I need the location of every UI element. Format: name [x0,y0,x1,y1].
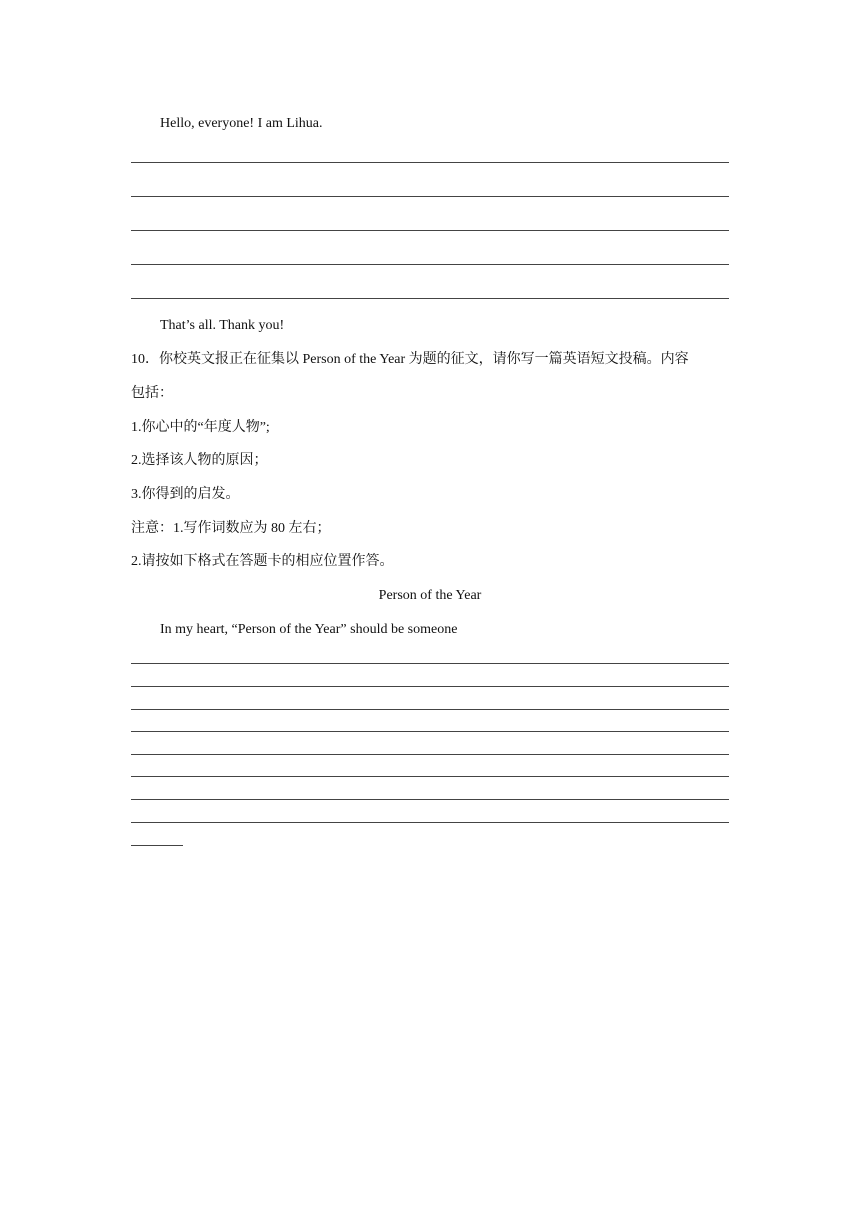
question-point: 1.你心中的“年度人物”; [131,420,270,435]
letter-closing: That’s all. Thank you! [160,318,285,333]
question-note: 注意：1.写作词数应为 80 左右； [131,521,331,536]
answer-line [131,822,729,823]
answer-line [131,264,729,265]
letter-opening: Hello, everyone! I am Lihua. [160,116,323,131]
answer-line [131,196,729,197]
answer-line [131,731,729,732]
question-prompt: 10．你校英文报正在征集以 Person of the Year 为题的征文，请你写一篇英语短文投稿。内容 [131,352,689,367]
answer-line [131,686,729,687]
answer-line [131,709,729,710]
essay-opening: In my heart, “Person of the Year” should be someone [160,622,458,637]
essay-title: Person of the Year [378,588,482,603]
question-point: 3.你得到的启发。 [131,487,240,502]
answer-line [131,663,729,664]
question-point: 2.选择该人物的原因； [131,453,268,468]
answer-line-end [131,845,183,846]
answer-line [131,776,729,777]
answer-line [131,799,729,800]
question-note: 2.请按如下格式在答题卡的相应位置作答。 [131,554,394,569]
question-prompt-cont: 包括： [131,386,173,401]
answer-line [131,230,729,231]
answer-line [131,298,729,299]
answer-line [131,162,729,163]
answer-line [131,754,729,755]
